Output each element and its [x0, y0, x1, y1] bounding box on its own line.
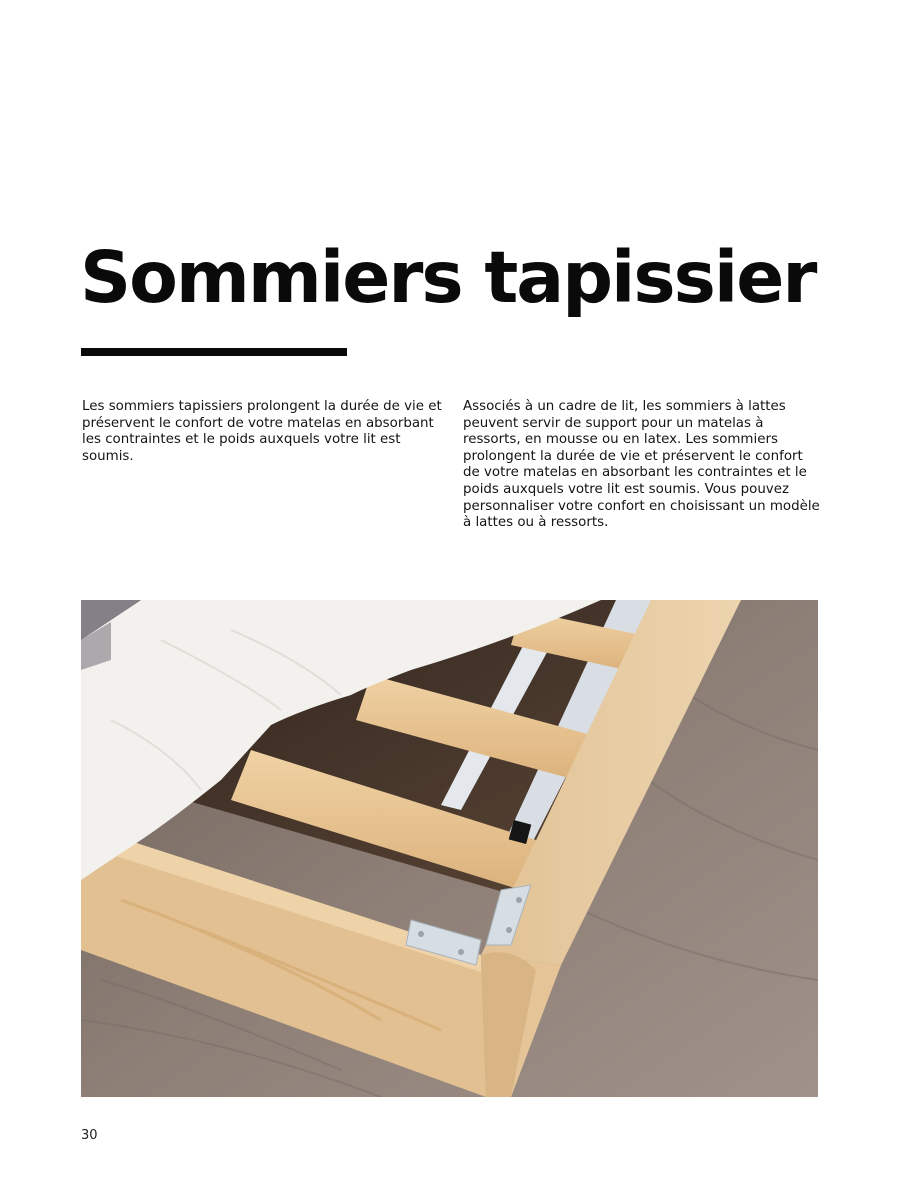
page-title: Sommiers tapissier — [80, 236, 816, 319]
intro-text-right: Associés à un cadre de lit, les sommiers à lattes peuvent servir de support pour un matelas à ressorts, en mousse ou en latex. Les sommiers prolongent la durée de vie et préservent le confort de votre matelas en absorbant les contraintes et le poids auxquels votre lit est soumis. Vous pouvez personnaliser votre confort en choisissant un modèle à lattes ou à ressorts. — [463, 399, 820, 531]
page-number: 30 — [81, 1128, 98, 1143]
product-photo — [81, 600, 818, 1097]
intro-text-left: Les sommiers tapissiers prolongent la durée de vie et préservent le confort de votre matelas en absorbant les contraintes et le poids auxquels votre lit est soumis. — [82, 399, 442, 464]
title-underline — [81, 348, 347, 356]
